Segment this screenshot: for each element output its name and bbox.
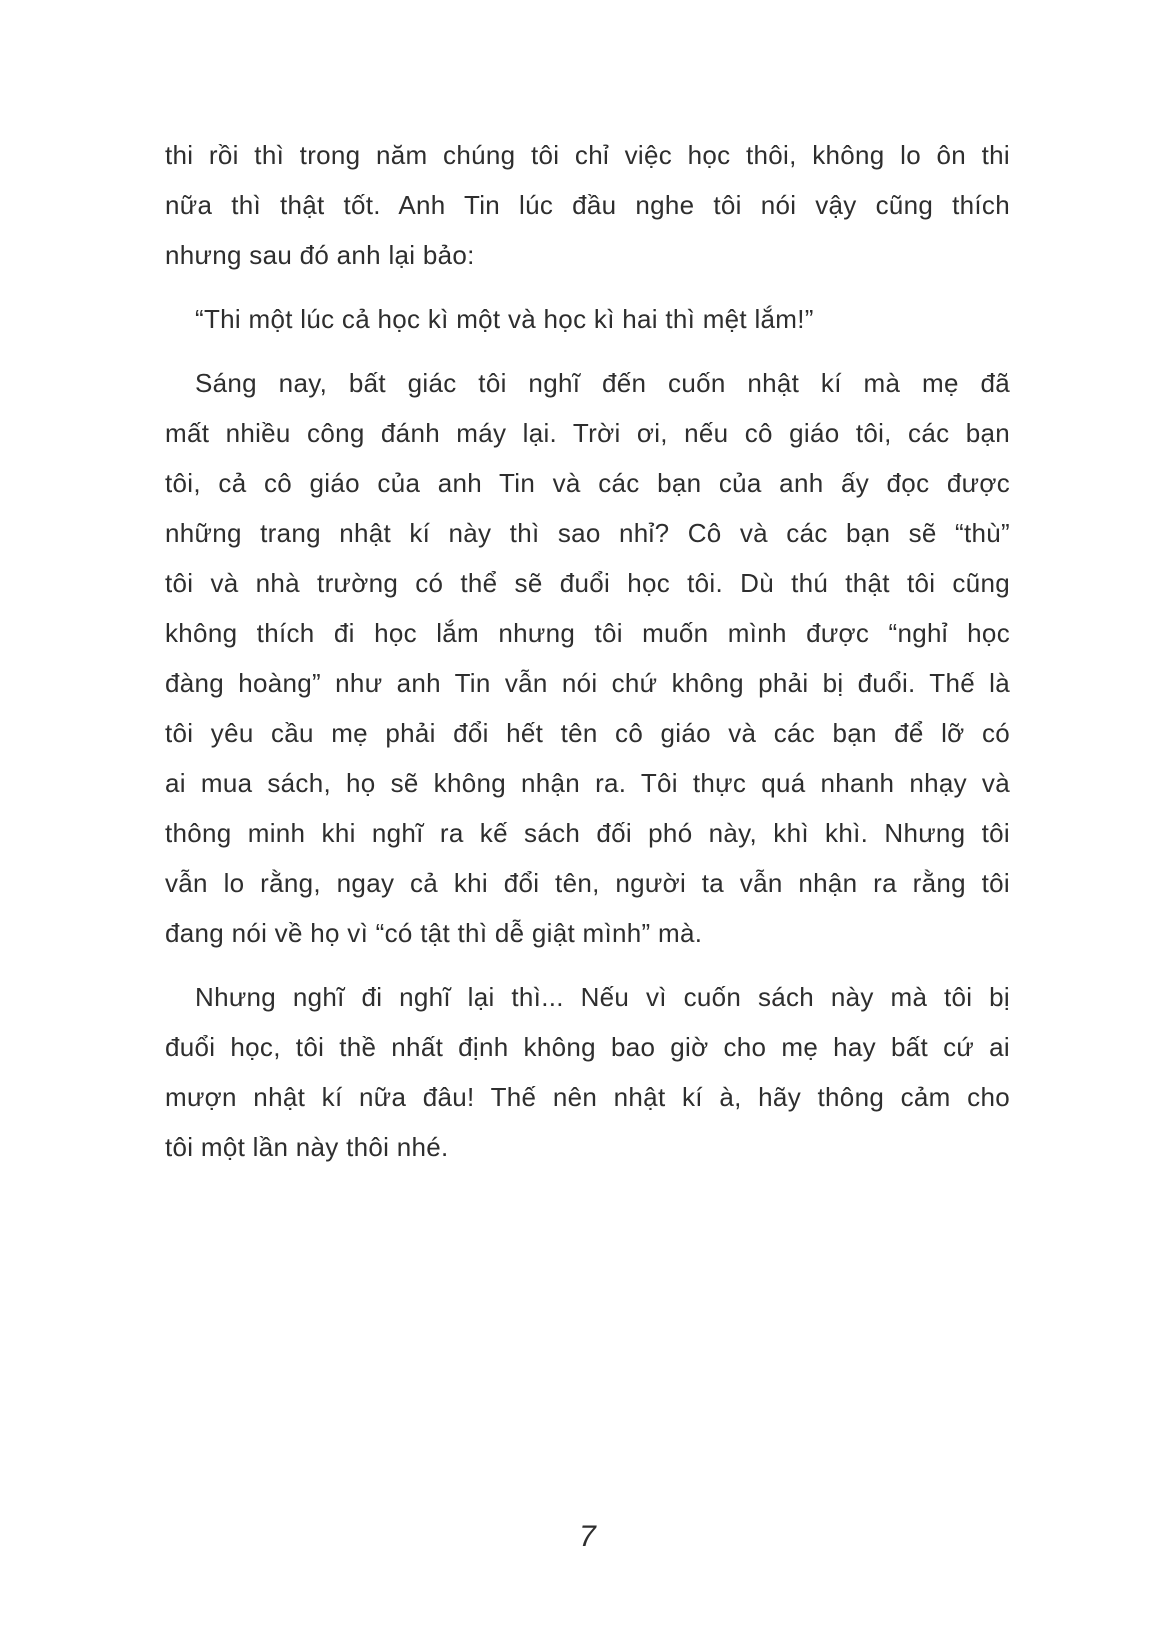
page-text <box>165 130 1010 1186</box>
text-line: những trang nhật kí này thì sao nhỉ? Cô và các bạn sẽ “thù” <box>165 518 1010 548</box>
text-line: tôi một lần này thôi nhé. <box>165 1132 449 1162</box>
text-line: vẫn lo rằng, ngay cả khi đổi tên, người ta vẫn nhận ra rằng tôi <box>165 868 1010 898</box>
text-line: không thích đi học lắm nhưng tôi muốn mình được “nghỉ học <box>165 618 1010 648</box>
text-line: “Thi một lúc cả học kì một và học kì hai thì mệt lắm!” <box>195 304 814 334</box>
text-line: nhưng sau đó anh lại bảo: <box>165 240 475 270</box>
text-line: mượn nhật kí nữa đâu! Thế nên nhật kí à, hãy thông cảm cho <box>165 1082 1010 1112</box>
page-number: 7 <box>579 1520 596 1553</box>
text-line: tôi và nhà trường có thể sẽ đuổi học tôi. Dù thú thật tôi cũng <box>165 568 1010 598</box>
paragraph <box>165 972 1010 1172</box>
text-line: tôi yêu cầu mẹ phải đổi hết tên cô giáo và các bạn để lỡ có <box>165 718 1010 748</box>
text-line: nữa thì thật tốt. Anh Tin lúc đầu nghe tôi nói vậy cũng thích <box>165 190 1010 220</box>
text-line: thi rồi thì trong năm chúng tôi chỉ việc học thôi, không lo ôn thi <box>165 140 1010 170</box>
paragraph <box>165 130 1010 280</box>
text-line: tôi, cả cô giáo của anh Tin và các bạn của anh ấy đọc được <box>165 468 1010 498</box>
text-line: thông minh khi nghĩ ra kế sách đối phó này, khì khì. Nhưng tôi <box>165 818 1010 848</box>
text-line: mất nhiều công đánh máy lại. Trời ơi, nếu cô giáo tôi, các bạn <box>165 418 1010 448</box>
paragraph <box>165 358 1010 958</box>
text-line: Sáng nay, bất giác tôi nghĩ đến cuốn nhật kí mà mẹ đã <box>195 368 1010 398</box>
text-line: Nhưng nghĩ đi nghĩ lại thì... Nếu vì cuốn sách này mà tôi bị <box>195 982 1010 1012</box>
text-line: ai mua sách, họ sẽ không nhận ra. Tôi thực quá nhanh nhạy và <box>165 768 1010 798</box>
paragraph <box>165 294 1010 344</box>
text-line: đuổi học, tôi thề nhất định không bao giờ cho mẹ hay bất cứ ai <box>165 1032 1010 1062</box>
text-line: đang nói về họ vì “có tật thì dễ giật mình” mà. <box>165 918 703 948</box>
text-line: đàng hoàng” như anh Tin vẫn nói chứ không phải bị đuổi. Thế là <box>165 668 1010 698</box>
